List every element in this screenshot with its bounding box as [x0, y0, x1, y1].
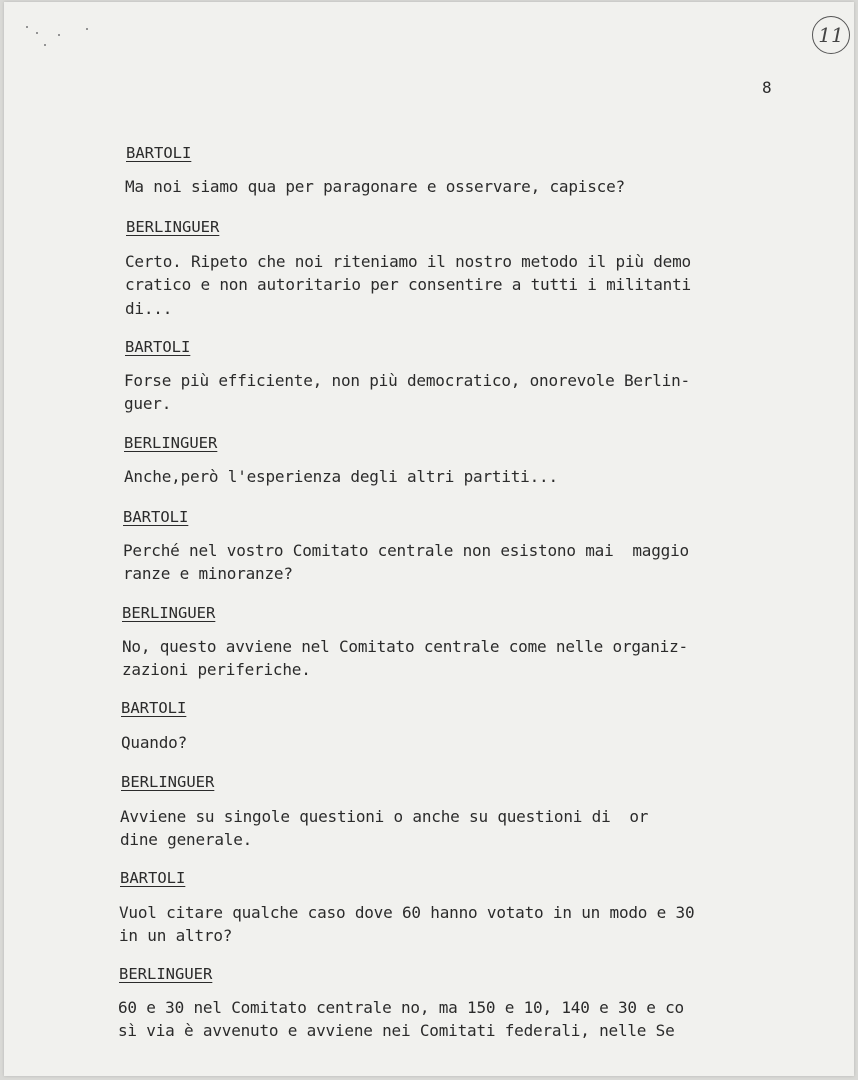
- archive-stamp-number: 11: [812, 16, 850, 54]
- dialogue-line: Avviene su singole questioni o anche su questioni di or: [120, 807, 649, 826]
- dialogue-line: ranze e minoranze?: [123, 564, 293, 583]
- speaker-label: BERLINGUER: [119, 965, 213, 983]
- page-number: 8: [762, 78, 772, 97]
- speaker-label: BARTOLI: [125, 338, 191, 356]
- dialogue-line: sì via è avvenuto e avviene nei Comitati federali, nelle Se: [118, 1021, 675, 1040]
- dialogue-line: Quando?: [121, 733, 188, 752]
- dialogue-line: dine generale.: [120, 830, 253, 849]
- dialogue-line: zazioni periferiche.: [122, 660, 311, 679]
- dialogue-line: Forse più efficiente, non più democratico, onorevole Berlin-: [124, 371, 690, 390]
- speaker-label: BARTOLI: [126, 144, 192, 162]
- dialogue-line: No, questo avviene nel Comitato centrale come nelle organiz-: [122, 637, 688, 656]
- dialogue-line: 60 e 30 nel Comitato centrale no, ma 150 e 10, 140 e 30 e co: [118, 998, 684, 1017]
- speaker-label: BARTOLI: [121, 699, 187, 717]
- dialogue-line: Certo. Ripeto che noi riteniamo il nostro metodo il più demo: [125, 252, 691, 271]
- speaker-label: BERLINGUER: [126, 218, 220, 236]
- dialogue-line: guer.: [124, 394, 172, 413]
- document-page: [4, 2, 854, 1076]
- speaker-label: BARTOLI: [120, 869, 186, 887]
- dialogue-line: Vuol citare qualche caso dove 60 hanno votato in un modo e 30: [119, 903, 695, 922]
- dialogue-line: cratico e non autoritario per consentire a tutti i militanti: [125, 275, 691, 294]
- dialogue-line: Perché nel vostro Comitato centrale non esistono mai maggio: [123, 541, 689, 560]
- dialogue-line: Ma noi siamo qua per paragonare e osservare, capisce?: [125, 177, 625, 196]
- scan-specks: [24, 22, 94, 52]
- speaker-label: BERLINGUER: [121, 773, 215, 791]
- speaker-label: BERLINGUER: [124, 434, 218, 452]
- speaker-label: BARTOLI: [123, 508, 189, 526]
- speaker-label: BERLINGUER: [122, 604, 216, 622]
- dialogue-line: Anche,però l'esperienza degli altri partiti...: [124, 467, 558, 486]
- dialogue-line: di...: [125, 299, 173, 318]
- dialogue-line: in un altro?: [119, 926, 233, 945]
